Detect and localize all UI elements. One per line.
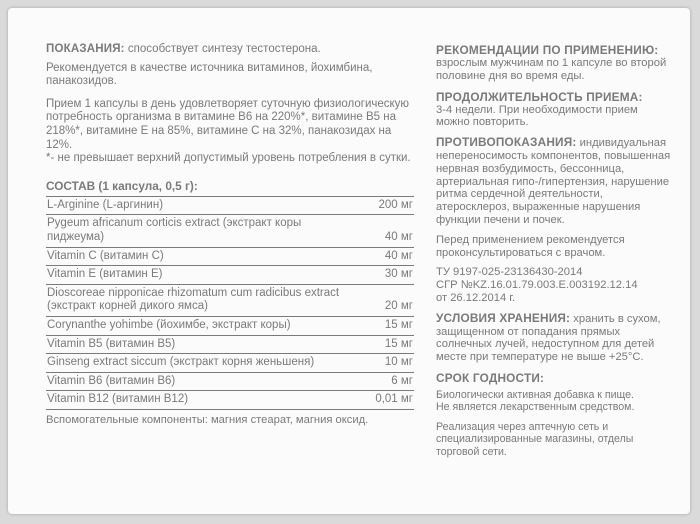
table-row — [46, 266, 414, 285]
sale-section — [436, 421, 672, 458]
ingredient-name: Corynanthe yohimbe (йохимбе, экстракт коры) — [47, 318, 291, 331]
storage-title: УСЛОВИЯ ХРАНЕНИЯ: — [436, 310, 571, 325]
ingredient-name: Vitamin B12 (витамин B12) — [47, 393, 189, 406]
storage-section — [436, 312, 672, 364]
ingredient-name: Vitamin C (витамин С) — [47, 249, 164, 262]
composition-table — [46, 196, 414, 410]
table-row — [46, 215, 414, 247]
shelf-life-section — [436, 371, 672, 385]
dosage-info: Прием 1 капсулы в день удовлетворяет суточную физиологическую потребность организма в витамине В6 на 220%*, витамине В5 на 218%*, витамине Е на 85%, витамине С на 32%, панакозидах на 12%. — [46, 97, 410, 151]
table-row — [46, 197, 414, 216]
indications — [46, 43, 414, 57]
not-drug-text: Не является лекарственным средством. — [436, 401, 635, 414]
excipients: Вспомогательные компоненты: магния стеарат, магния оксид. — [46, 413, 369, 426]
table-row — [46, 391, 414, 410]
recommended-text: Рекомендуется в качестве источника витаминов, йохимбина, панакозидов. — [46, 61, 373, 88]
footnote: *- не превышает верхний допустимый уровень потребления в сутки. — [46, 152, 411, 165]
consult-section — [436, 234, 672, 260]
ingredient-name: Ginseng extract siccum (экстракт корня женьшеня) — [47, 356, 315, 369]
registration-section — [436, 266, 672, 304]
ingredient-value: 40 мг — [384, 230, 413, 243]
consult-text: Перед применением рекомендуется проконсультироваться с врачом. — [436, 233, 625, 259]
table-row — [46, 248, 414, 267]
supplement-note-section — [436, 389, 672, 414]
contraindications-text: индивидуальная непереносимость компонентов, повышенная нервная возбудимость, бессонница, артериальная гипо-/гипертензия, нарушение ритма сердечной деятельности, атеросклероз, выраженные нарушения функции печени и почек. — [436, 137, 671, 226]
indications-text: способствует синтезу тестостерона. — [127, 43, 321, 55]
storage-text: хранить в сухом, защищенном от попадания прямых солнечных лучей, недоступном для детей месте при температуре не выше +25°С. — [436, 312, 661, 364]
ingredient-value: 15 мг — [384, 318, 413, 331]
ingredient-name: L-Arginine (L-аргинин) — [47, 198, 164, 211]
ingredient-value: 20 мг — [384, 300, 413, 313]
ingredient-value: 15 мг — [384, 337, 413, 350]
shelf-life-title: СРОК ГОДНОСТИ: — [436, 370, 545, 385]
ingredient-name: Dioscoreae nipponicae rhizomatum cum radicibus extract (экстракт корней дикого ямса) — [47, 286, 340, 313]
bio-text: Биологически активная добавка к пище. — [436, 388, 634, 401]
table-row — [46, 336, 414, 355]
usage-text: взрослым мужчинам по 1 капсуле во второй половине дня во время еды. — [436, 57, 667, 82]
ingredient-name: Vitamin B6 (витамин B6) — [47, 374, 176, 387]
ingredient-name: Vitamin B5 (витамин B5) — [47, 337, 176, 350]
table-row — [46, 285, 414, 317]
ingredient-value: 200 мг — [378, 198, 413, 211]
duration-title: ПРОДОЛЖИТЕЛЬНОСТЬ ПРИЕМА: — [436, 89, 643, 104]
ingredient-value: 10 мг — [384, 356, 413, 369]
usage-section — [436, 43, 672, 83]
contraindications-section — [436, 136, 672, 227]
tu-number: ТУ 9197-025-23136430-2014 — [436, 266, 583, 279]
ingredient-value: 6 мг — [391, 374, 413, 387]
ingredient-name: Vitamin E (витамин Е) — [47, 268, 163, 281]
indications-title: ПОКАЗАНИЯ: — [46, 43, 125, 55]
duration-text: 3-4 недели. При необходимости прием можно повторить. — [436, 103, 638, 129]
ingredient-value: 0,01 мг — [375, 393, 413, 406]
duration-section — [436, 90, 672, 130]
label-card — [8, 8, 690, 514]
ingredient-value: 30 мг — [384, 268, 413, 281]
sgr-date: от 26.12.2014 г. — [436, 291, 516, 304]
table-row — [46, 373, 414, 392]
table-row — [46, 354, 414, 373]
table-row — [46, 317, 414, 336]
ingredient-name: Pygeum africanum corticis extract (экстракт коры пиджеума) — [47, 217, 302, 243]
sgr-number: СГР №KZ.16.01.79.003.E.003192.12.14 — [436, 279, 638, 292]
usage-title: РЕКОМЕНДАЦИИ ПО ПРИМЕНЕНИЮ: — [436, 43, 659, 57]
contraindications-title: ПРОТИВОПОКАЗАНИЯ: — [436, 135, 577, 150]
left-column — [46, 43, 414, 426]
sale-text: Реализация через аптечную сеть и специализированные магазины, отделы торговой сети. — [436, 420, 634, 458]
right-column — [436, 43, 672, 465]
ingredient-value: 40 мг — [384, 249, 413, 262]
composition-title: СОСТАВ (1 капсула, 0,5 г): — [46, 178, 198, 193]
